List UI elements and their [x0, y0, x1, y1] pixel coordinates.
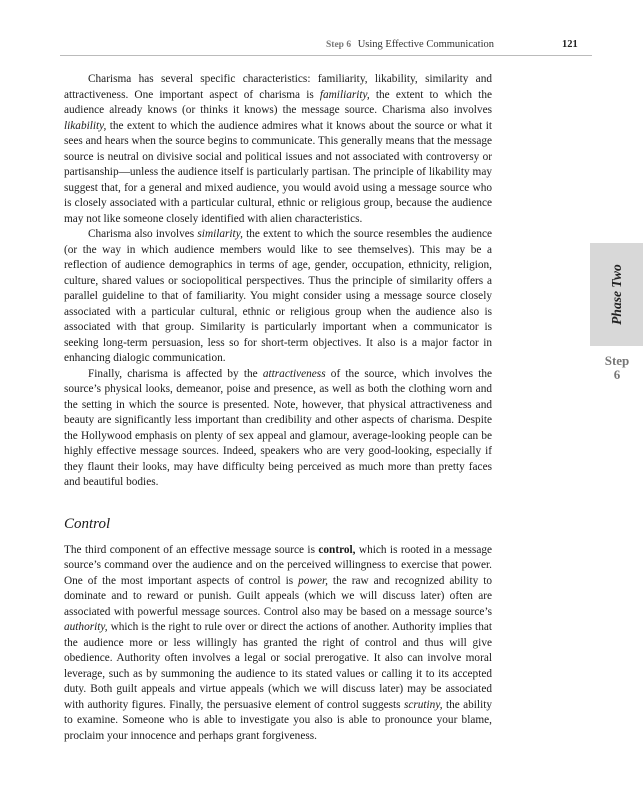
text-segment-normal: which is the right to rule over or direct the actions of another. Authority implies that the audience more or less willingly has granted the right of control and thus will give obedience. Authority often involves a legal or social prerogative. It also can involve moral leverage, such as by summoning the audience to its stated values or calling it to its accepted duty. Both guilt appeals and virtue appeals (which we will discuss later) may be associated with authority figures. Finally, the persuasive element of control suggests — [64, 621, 492, 711]
running-head — [326, 39, 494, 50]
text-segment-normal: of the source, which involves the source’s physical looks, demeanor, poise and presence, as well as both the clothing worn and the setting in which the source is presented. Note, however, that physical attractiveness and beauty are significantly less important than credibility and other aspects of charisma. Despite the Hollywood emphasis on plenty of sex appeal and glamour, average-looking people can be highly effective message sources. Indeed, speakers who are very good-looking, especially if they flaunt their looks, may have difficulty being perceived as much more than pretty faces and beautiful bodies. — [64, 367, 492, 488]
text-segment-normal: the extent to which the audience already knows (or thinks it knows) the message source. Charisma also involves — [64, 88, 492, 116]
text-segment-normal: which is rooted in a message source’s command over the audience and on the perceived willingness to exercise that power. One of the most important aspects of control is — [64, 543, 492, 587]
text-segment-normal: the extent to which the source resembles the audience (or the way in which audience members would like to see themselves). This may be a reflection of audience demographics in terms of age, gender, occupation, ethnicity, religion, culture, shared values or sociopolitical perspectives. Thus the principle of similarity offers a parallel guideline to that of familiarity. You might consider using a message source closely associated with a particular cultural, ethnic or religious group when the audience also is associated with that group. Similarity is particularly important when a communicator is seeking long-term persuasion, less so for short-term objectives. It also is a major factor in enhancing dialogic communication. — [64, 228, 492, 364]
body-paragraph — [64, 227, 492, 367]
text-segment-normal: Charisma also involves — [88, 228, 198, 240]
text-segment-normal: Charisma has several specific characteristics: familiarity, likability, similarity and attractiveness. One important aspect of charisma is — [64, 73, 492, 101]
text-segment-bold: control, — [318, 543, 356, 556]
text-segment-italic: attractiveness — [262, 367, 326, 380]
phase-side-tab — [590, 243, 643, 346]
side-step-word: Step — [604, 353, 630, 368]
text-segment-normal: the raw and recognized ability to dominate and to reward or punish. Guilt appeals (which we will discuss later) often are associated with powerful message sources. Control also may be based on a message source’s — [64, 574, 492, 618]
text-segment-italic: scrutiny, — [403, 698, 443, 711]
phase-label: Phase Two — [608, 264, 624, 325]
page-body — [64, 72, 492, 744]
header-divider — [60, 55, 592, 56]
text-segment-italic: power, — [298, 574, 328, 587]
section-paragraph — [64, 543, 492, 745]
text-segment-italic: familiarity, — [319, 88, 370, 101]
side-step-number: 6 — [613, 367, 621, 382]
text-segment-normal: the ability to examine. Someone who is able to investigate you also is able to pronounce your blame, proclaim your innocence and perhaps grant forgiveness. — [64, 698, 492, 742]
page-number: 121 — [562, 39, 578, 50]
text-segment-normal: the extent to which the audience admires what it knows about the source or what it sees and hears when the source begins to communicate. This generally means that the message source is neutral on divisive social and political issues and not associated with controversy or partisanship—unless the audience itself is particularly partisan. The principle of likability may suggest that, for a general and mixed audience, you would avoid using a message source who is closely associated with a particular cultural, ethnic or religious group, because the audience may not like someone closely identified with alien characteristics. — [64, 119, 492, 225]
body-paragraph — [64, 72, 492, 227]
section-heading-control: Control — [64, 515, 111, 532]
text-segment-normal: The third component of an effective message source is — [64, 543, 319, 556]
running-head-title: Using Effective Communication — [357, 39, 494, 50]
running-head-step-label: Step 6 — [326, 40, 352, 50]
body-paragraph — [64, 367, 492, 491]
text-segment-italic: likability, — [64, 119, 107, 132]
text-segment-normal: Finally, charisma is affected by the — [88, 367, 263, 380]
text-segment-italic: similarity, — [197, 228, 243, 240]
side-step-marker — [592, 354, 642, 382]
text-segment-italic: authority, — [64, 621, 108, 633]
